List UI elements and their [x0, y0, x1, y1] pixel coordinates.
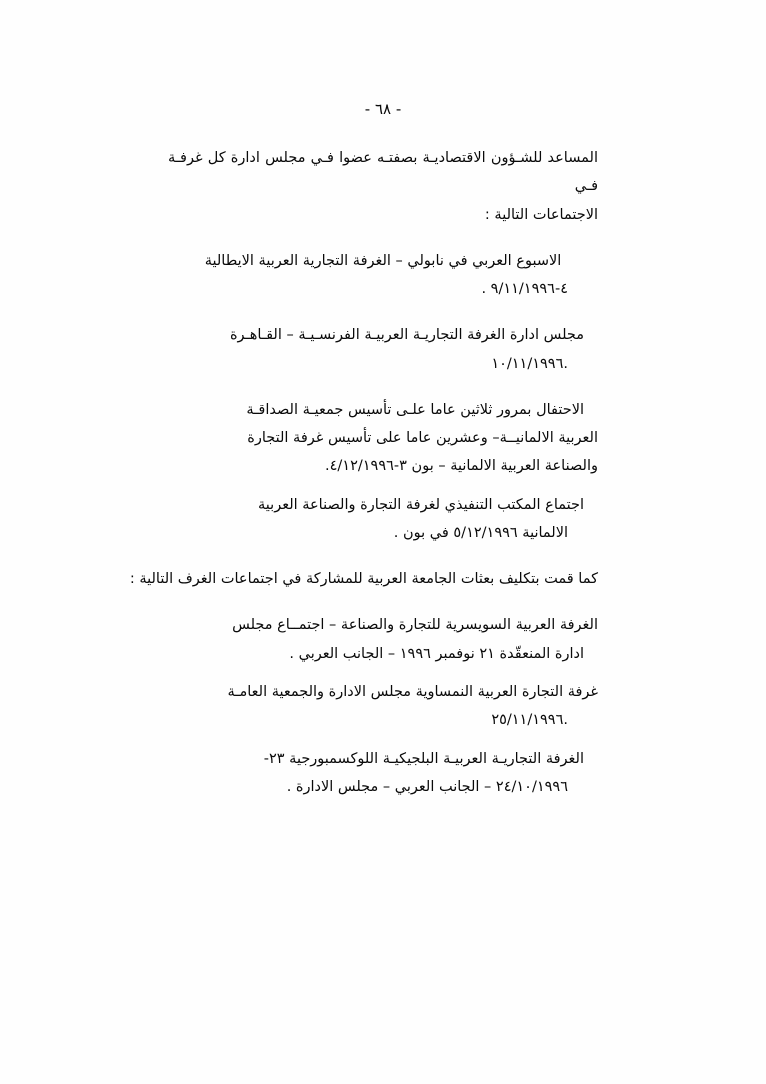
text-line: ٤-٩/١١/١٩٩٦ . — [481, 281, 568, 298]
text-line: غرفة التجارة العربية النمساوية مجلس الادارة والجمعية العامـة — [227, 683, 598, 700]
text-line: الاجتماعات التالية : — [484, 206, 598, 223]
text-line: والصناعة العربية الالمانية – بون ٣-٤/١٢/١٩٩٦. — [325, 458, 598, 475]
paragraph-event-belgian — [168, 745, 598, 802]
text-line: الالمانية ٥/١٢/١٩٩٦ في بون . — [393, 524, 568, 541]
text-line: الغرفة التجاريـة العربيـة البلجيكيـة اللوكسمبورجية ٢٣- — [263, 750, 584, 767]
text-line: .٢٥/١١/١٩٩٦ — [491, 712, 568, 729]
text-line: كما قمت بتكليف بعثات الجامعة العربية للمشاركة في اجتماعات الغرف التالية : — [129, 571, 598, 588]
text-line: العربية الالمانيــة– وعشرين عاما على تأسيس غرفة التجارة — [247, 430, 598, 447]
text-line: المساعد للشـؤون الاقتصاديـة بصفتـه عضوا فـي مجلس ادارة كل غرفـة فـي — [168, 150, 598, 195]
text-line: ٢٤/١٠/١٩٩٦ – الجانب العربي – مجلس الادارة . — [286, 778, 568, 795]
paragraph-missions-intro — [129, 565, 598, 593]
text-line: اجتماع المكتب التنفيذي لغرفة التجارة والصناعة العربية — [258, 496, 584, 513]
page-number: - ٦٨ - — [364, 100, 402, 118]
paragraph-event-bonn-executive — [168, 491, 598, 548]
text-line: الغرفة العربية السويسرية للتجارة والصناعة – اجتمــاع مجلس — [232, 617, 598, 634]
paragraph-event-bonn-anniversary — [168, 396, 598, 481]
text-line: ادارة المنعقّدة ٢١ نوفمبر ١٩٩٦ – الجانب العربي . — [289, 645, 584, 662]
paragraph-event-cairo — [168, 321, 598, 378]
text-line: الاحتفال بمرور ثلاثين عاما علـى تأسيس جمعيـة الصداقـة — [246, 401, 584, 418]
paragraph-event-naples — [168, 247, 598, 304]
text-line: مجلس ادارة الغرفة التجاريـة العربيـة الفرنسـيـة – القـاهـرة — [229, 327, 584, 344]
document-body — [129, 144, 598, 801]
paragraph-event-austrian — [168, 678, 598, 735]
paragraph-event-swiss — [168, 611, 598, 668]
text-line: الاسبوع العربي في نابولي – الغرفة التجارية العربية الايطالية — [204, 252, 562, 269]
text-line: .١٠/١١/١٩٩٦ — [491, 355, 568, 372]
paragraph-intro — [168, 144, 598, 229]
